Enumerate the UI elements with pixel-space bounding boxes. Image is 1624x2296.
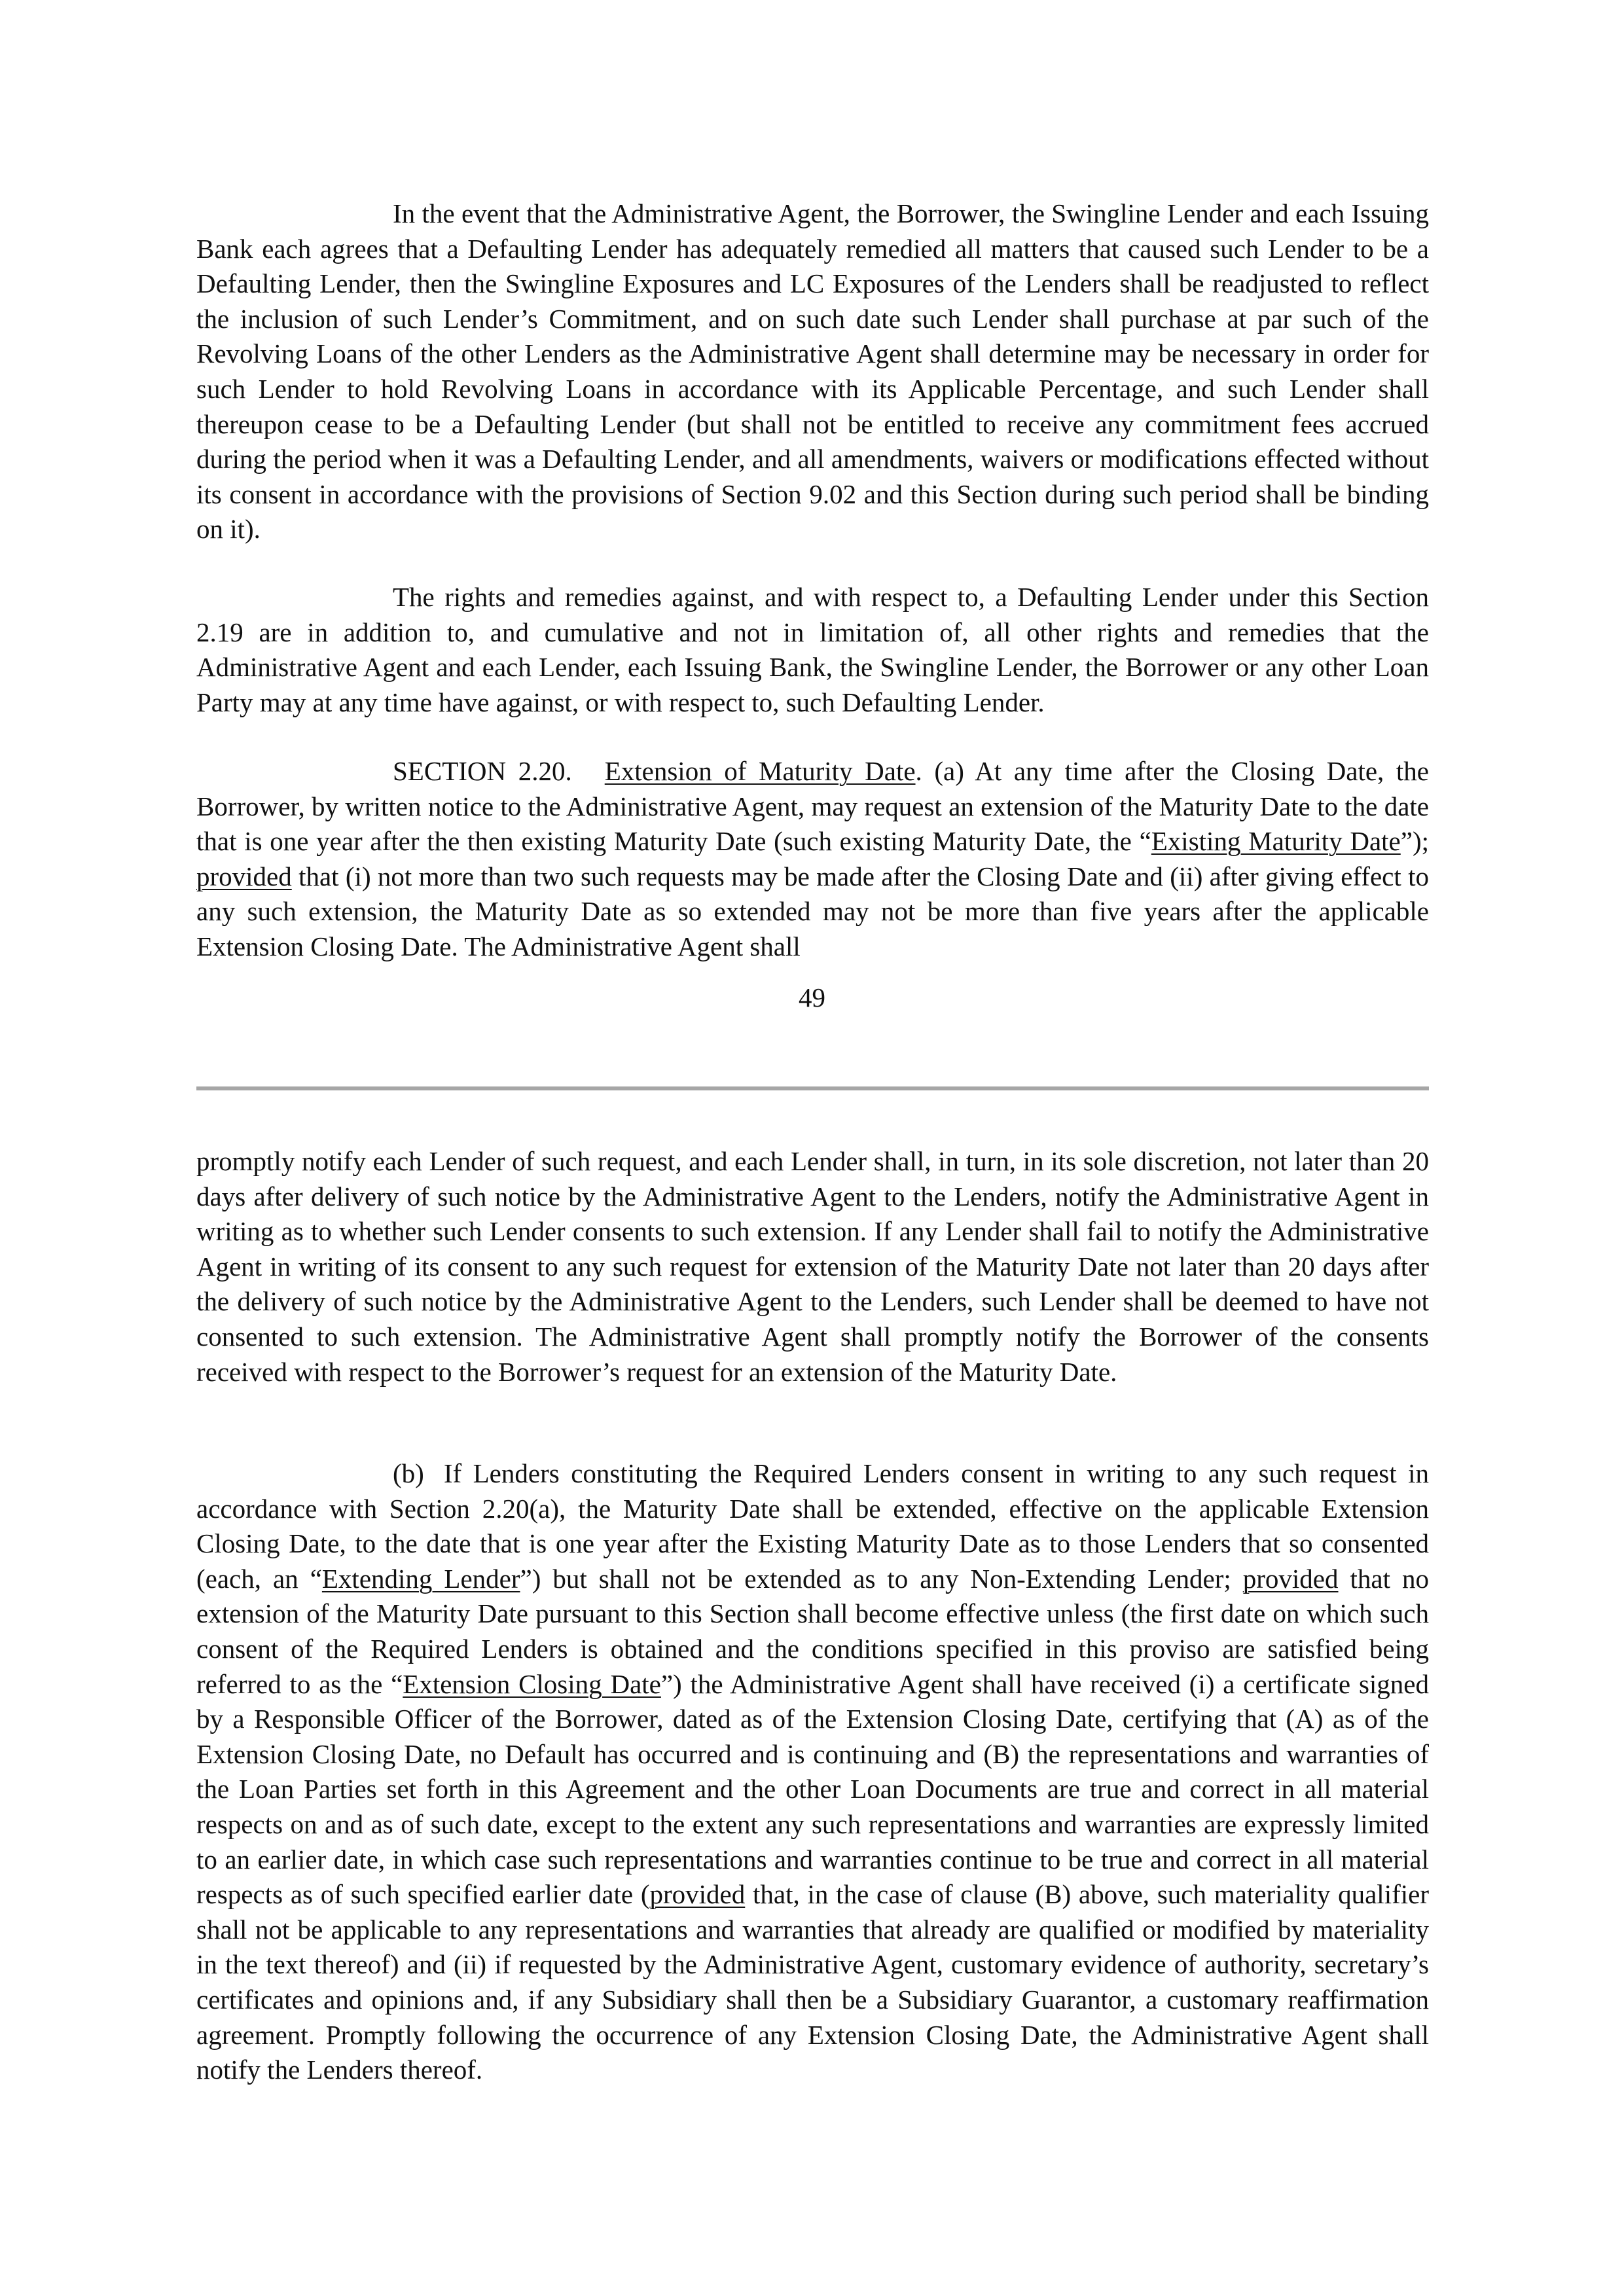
paragraph-rights-and-remedies xyxy=(196,580,1429,720)
page-number: 49 xyxy=(799,982,825,1013)
paragraph-text: promptly notify each Lender of such request, and each Lender shall, in turn, in its sole discretion, not later than 20 days after delivery of such notice by the Administrative Agent to the Lenders, notify the Administrative Agent in writing as to whether such Lender consents to such extension. If any Lender shall fail to notify the Administrative Agent in writing of its consent to any such request for extension of the Maturity Date not later than 20 days after the delivery of such notice by the Administrative Agent to the Lenders, such Lender shall be deemed to have not consented to such extension. The Administrative Agent shall promptly notify the Borrower of the consents received with respect to the Borrower’s request for an extension of the Maturity Date. xyxy=(196,1146,1429,1387)
paragraph-defaulting-lender-remedy xyxy=(196,196,1429,547)
proviso-provided: provided xyxy=(1242,1563,1339,1594)
clause-label: (b) xyxy=(393,1458,424,1488)
defined-term-extending-lender: Extending Lender xyxy=(321,1563,520,1594)
section-text: SECTION 2.20. Extension of Maturity Date. (a) At any time after the Closing Date, the Borrower, by written notice to the Administrative Agent, may request an extension of the Maturity Date to the date that is one year after the then existing Maturity Date (such existing Maturity Date, the “Existing Maturity Date”); provided that (i) not more than two such requests may be made after the Closing Date and (ii) after giving effect to any such extension, the Maturity Date as so extended may not be more than five years after the applicable Extension Closing Date. The Administrative Agent shall xyxy=(196,756,1430,961)
defined-term-extension-closing-date: Extension Closing Date xyxy=(403,1668,661,1699)
section-heading: Extension of Maturity Date xyxy=(604,756,916,786)
paragraph-promptly-notify xyxy=(196,1144,1429,1390)
paragraph-text: The rights and remedies against, and with respect to, a Defaulting Lender under this Section 2.19 are in addition to, and cumulative and not in limitation of, all other rights and remedies that the Administrative Agent and each Lender, each Issuing Bank, the Swingline Lender, the Borrower or any other Loan Party may at any time have against, or with respect to, such Defaulting Lender. xyxy=(196,582,1429,717)
paragraph-text: In the event that the Administrative Agent, the Borrower, the Swingline Lender and each Issuing Bank each agrees that a Defaulting Lender has adequately remedied all matters that caused such Lender to be a Defaulting Lender, then the Swingline Exposures and LC Exposures of the Lenders shall be readjusted to reflect the inclusion of such Lender’s Commitment, and on such date such Lender shall purchase at par such of the Revolving Loans of the other Lenders as the Administrative Agent shall determine may be necessary in order for such Lender to hold Revolving Loans in accordance with its Applicable Percentage, and such Lender shall thereupon cease to be a Defaulting Lender (but shall not be entitled to receive any commitment fees accrued during the period when it was a Defaulting Lender, and all amendments, waivers or modifications effected without its consent in accordance with the provisions of Section 9.02 and this Section during such period shall be binding on it). xyxy=(196,198,1429,545)
section-number: SECTION 2.20. xyxy=(393,756,572,786)
paragraph-b-extension xyxy=(196,1456,1429,2088)
defined-term-existing-maturity-date: Existing Maturity Date xyxy=(1151,826,1401,857)
paragraph-text: (b) If Lenders constituting the Required Lenders consent in writing to any such request in accordance with Section 2.20(a), the Maturity Date shall be extended, effective on the applicable Extension Closing Date, to the date that is one year after the Existing Maturity Date as to those Lenders that so consented (each, an “Extending Lender”) but shall not be extended as to any Non-Extending Lender; provided that no extension of the Maturity Date pursuant to this Section shall become effective unless (the first date on which such consent of the Required Lenders is obtained and the conditions specified in this proviso are satisfied being referred to as the “Extension Closing Date”) the Administrative Agent shall have received (i) a certificate signed by a Responsible Officer of the Borrower, dated as of the Extension Closing Date, certifying that (A) as of the Extension Closing Date, no Default has occurred and is continuing and (B) the representations and warranties of the Loan Parties set forth in this Agreement and the other Loan Documents are true and correct in all material respects on and as of such date, except to the extent any such representations and warranties are expressly limited to an earlier date, in which case such representations and warranties continue to be true and correct in all material respects as of such specified earlier date (provided that, in the case of clause (B) above, such materiality qualifier shall not be applicable to any representations and warranties that already are qualified or modified by materiality in the text thereof) and (ii) if requested by the Administrative Agent, customary evidence of authority, secretary’s certificates and opinions and, if any Subsidiary shall then be a Subsidiary Guarantor, a customary reaffirmation agreement. Promptly following the occurrence of any Extension Closing Date, the Administrative Agent shall notify the Lenders thereof. xyxy=(196,1458,1429,2085)
proviso-provided: provided xyxy=(196,861,292,891)
section-2-20-paragraph xyxy=(196,754,1429,965)
proviso-provided: provided xyxy=(649,1879,746,1910)
page-divider xyxy=(196,1086,1429,1090)
